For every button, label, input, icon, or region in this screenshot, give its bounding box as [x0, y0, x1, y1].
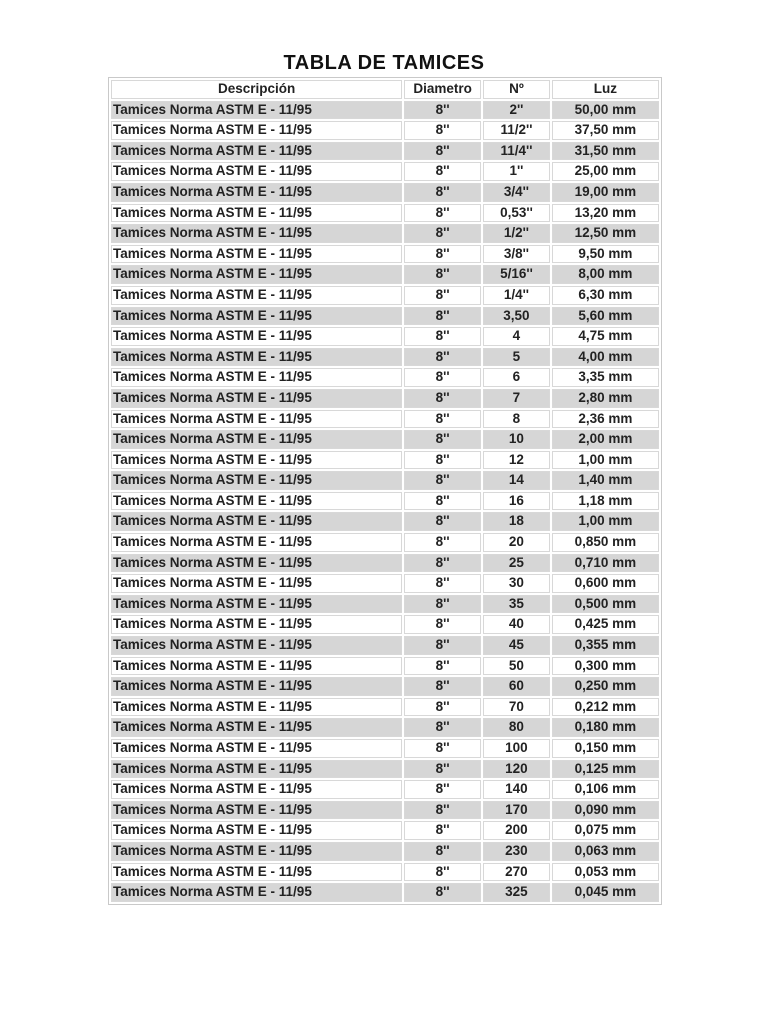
cell-descripcion: Tamices Norma ASTM E - 11/95: [111, 451, 402, 470]
table-row: [111, 718, 659, 737]
cell-descripcion: Tamices Norma ASTM E - 11/95: [111, 430, 402, 449]
page-title: TABLA DE TAMICES: [283, 52, 485, 74]
cell-diametro: 8'': [404, 492, 481, 511]
column-header-luz: Luz: [552, 80, 659, 99]
cell-numero: 12: [483, 451, 550, 470]
cell-diametro: 8'': [404, 780, 481, 799]
sieve-table-container: [108, 77, 662, 905]
cell-luz: 1,00 mm: [552, 512, 659, 531]
table-row: [111, 389, 659, 408]
table-row: [111, 801, 659, 820]
cell-descripcion: Tamices Norma ASTM E - 11/95: [111, 471, 402, 490]
cell-diametro: 8'': [404, 698, 481, 717]
cell-numero: 3,50: [483, 307, 550, 326]
cell-diametro: 8'': [404, 121, 481, 140]
table-row: [111, 204, 659, 223]
cell-luz: 50,00 mm: [552, 101, 659, 120]
cell-luz: 2,00 mm: [552, 430, 659, 449]
cell-diametro: 8'': [404, 512, 481, 531]
table-row: [111, 224, 659, 243]
cell-diametro: 8'': [404, 224, 481, 243]
cell-diametro: 8'': [404, 286, 481, 305]
cell-luz: 0,212 mm: [552, 698, 659, 717]
table-row: [111, 327, 659, 346]
cell-descripcion: Tamices Norma ASTM E - 11/95: [111, 657, 402, 676]
cell-luz: 13,20 mm: [552, 204, 659, 223]
cell-numero: 11/4'': [483, 142, 550, 161]
table-row: [111, 595, 659, 614]
cell-descripcion: Tamices Norma ASTM E - 11/95: [111, 512, 402, 531]
cell-diametro: 8'': [404, 101, 481, 120]
cell-numero: 170: [483, 801, 550, 820]
cell-luz: 0,125 mm: [552, 760, 659, 779]
cell-numero: 11/2'': [483, 121, 550, 140]
cell-diametro: 8'': [404, 760, 481, 779]
cell-numero: 35: [483, 595, 550, 614]
cell-luz: 12,50 mm: [552, 224, 659, 243]
cell-descripcion: Tamices Norma ASTM E - 11/95: [111, 801, 402, 820]
cell-diametro: 8'': [404, 430, 481, 449]
cell-luz: 0,063 mm: [552, 842, 659, 861]
cell-luz: 1,00 mm: [552, 451, 659, 470]
cell-numero: 20: [483, 533, 550, 552]
cell-diametro: 8'': [404, 718, 481, 737]
cell-numero: 60: [483, 677, 550, 696]
cell-numero: 0,53'': [483, 204, 550, 223]
table-row: [111, 368, 659, 387]
cell-descripcion: Tamices Norma ASTM E - 11/95: [111, 533, 402, 552]
cell-descripcion: Tamices Norma ASTM E - 11/95: [111, 554, 402, 573]
cell-numero: 14: [483, 471, 550, 490]
column-header-numero: Nº: [483, 80, 550, 99]
cell-diametro: 8'': [404, 615, 481, 634]
cell-diametro: 8'': [404, 739, 481, 758]
cell-luz: 0,150 mm: [552, 739, 659, 758]
cell-luz: 8,00 mm: [552, 265, 659, 284]
cell-descripcion: Tamices Norma ASTM E - 11/95: [111, 204, 402, 223]
cell-luz: 0,075 mm: [552, 821, 659, 840]
table-row: [111, 863, 659, 882]
table-row: [111, 698, 659, 717]
table-row: [111, 842, 659, 861]
cell-descripcion: Tamices Norma ASTM E - 11/95: [111, 698, 402, 717]
table-row: [111, 574, 659, 593]
cell-descripcion: Tamices Norma ASTM E - 11/95: [111, 327, 402, 346]
cell-numero: 16: [483, 492, 550, 511]
cell-diametro: 8'': [404, 307, 481, 326]
cell-luz: 0,300 mm: [552, 657, 659, 676]
table-row: [111, 121, 659, 140]
cell-numero: 45: [483, 636, 550, 655]
table-row: [111, 101, 659, 120]
cell-diametro: 8'': [404, 863, 481, 882]
cell-numero: 1'': [483, 162, 550, 181]
cell-descripcion: Tamices Norma ASTM E - 11/95: [111, 265, 402, 284]
table-row: [111, 471, 659, 490]
table-row: [111, 512, 659, 531]
cell-diametro: 8'': [404, 389, 481, 408]
cell-numero: 80: [483, 718, 550, 737]
cell-diametro: 8'': [404, 574, 481, 593]
cell-descripcion: Tamices Norma ASTM E - 11/95: [111, 121, 402, 140]
cell-descripcion: Tamices Norma ASTM E - 11/95: [111, 410, 402, 429]
cell-numero: 2'': [483, 101, 550, 120]
cell-luz: 0,600 mm: [552, 574, 659, 593]
cell-descripcion: Tamices Norma ASTM E - 11/95: [111, 245, 402, 264]
cell-descripcion: Tamices Norma ASTM E - 11/95: [111, 307, 402, 326]
table-row: [111, 142, 659, 161]
cell-numero: 120: [483, 760, 550, 779]
table-row: [111, 286, 659, 305]
cell-luz: 9,50 mm: [552, 245, 659, 264]
table-row: [111, 162, 659, 181]
cell-diametro: 8'': [404, 657, 481, 676]
cell-diametro: 8'': [404, 677, 481, 696]
cell-numero: 40: [483, 615, 550, 634]
cell-luz: 0,045 mm: [552, 883, 659, 902]
column-header-diametro: Diametro: [404, 80, 481, 99]
cell-diametro: 8'': [404, 204, 481, 223]
table-row: [111, 554, 659, 573]
cell-numero: 30: [483, 574, 550, 593]
cell-diametro: 8'': [404, 636, 481, 655]
cell-descripcion: Tamices Norma ASTM E - 11/95: [111, 718, 402, 737]
table-row: [111, 677, 659, 696]
table-row: [111, 657, 659, 676]
table-row: [111, 615, 659, 634]
cell-diametro: 8'': [404, 595, 481, 614]
cell-diametro: 8'': [404, 883, 481, 902]
table-row: [111, 636, 659, 655]
cell-descripcion: Tamices Norma ASTM E - 11/95: [111, 286, 402, 305]
table-row: [111, 265, 659, 284]
cell-descripcion: Tamices Norma ASTM E - 11/95: [111, 162, 402, 181]
cell-diametro: 8'': [404, 451, 481, 470]
cell-numero: 140: [483, 780, 550, 799]
cell-descripcion: Tamices Norma ASTM E - 11/95: [111, 595, 402, 614]
table-body: [111, 101, 659, 902]
cell-diametro: 8'': [404, 162, 481, 181]
cell-luz: 31,50 mm: [552, 142, 659, 161]
cell-descripcion: Tamices Norma ASTM E - 11/95: [111, 780, 402, 799]
table-row: [111, 821, 659, 840]
cell-luz: 25,00 mm: [552, 162, 659, 181]
cell-luz: 0,053 mm: [552, 863, 659, 882]
cell-descripcion: Tamices Norma ASTM E - 11/95: [111, 183, 402, 202]
cell-diametro: 8'': [404, 471, 481, 490]
cell-descripcion: Tamices Norma ASTM E - 11/95: [111, 842, 402, 861]
cell-luz: 3,35 mm: [552, 368, 659, 387]
cell-luz: 0,500 mm: [552, 595, 659, 614]
cell-luz: 4,00 mm: [552, 348, 659, 367]
cell-luz: 2,36 mm: [552, 410, 659, 429]
cell-descripcion: Tamices Norma ASTM E - 11/95: [111, 760, 402, 779]
cell-luz: 0,850 mm: [552, 533, 659, 552]
cell-numero: 10: [483, 430, 550, 449]
cell-descripcion: Tamices Norma ASTM E - 11/95: [111, 574, 402, 593]
cell-numero: 50: [483, 657, 550, 676]
cell-luz: 0,090 mm: [552, 801, 659, 820]
cell-descripcion: Tamices Norma ASTM E - 11/95: [111, 636, 402, 655]
table-row: [111, 430, 659, 449]
cell-diametro: 8'': [404, 368, 481, 387]
cell-numero: 270: [483, 863, 550, 882]
cell-numero: 70: [483, 698, 550, 717]
cell-diametro: 8'': [404, 245, 481, 264]
cell-numero: 3/8'': [483, 245, 550, 264]
cell-luz: 0,425 mm: [552, 615, 659, 634]
cell-numero: 230: [483, 842, 550, 861]
cell-diametro: 8'': [404, 821, 481, 840]
table-row: [111, 307, 659, 326]
cell-descripcion: Tamices Norma ASTM E - 11/95: [111, 348, 402, 367]
table-row: [111, 883, 659, 902]
cell-luz: 19,00 mm: [552, 183, 659, 202]
cell-numero: 3/4'': [483, 183, 550, 202]
cell-diametro: 8'': [404, 842, 481, 861]
cell-luz: 0,250 mm: [552, 677, 659, 696]
cell-descripcion: Tamices Norma ASTM E - 11/95: [111, 142, 402, 161]
table-row: [111, 492, 659, 511]
table-row: [111, 410, 659, 429]
cell-descripcion: Tamices Norma ASTM E - 11/95: [111, 863, 402, 882]
cell-luz: 1,18 mm: [552, 492, 659, 511]
cell-numero: 100: [483, 739, 550, 758]
cell-diametro: 8'': [404, 183, 481, 202]
cell-luz: 37,50 mm: [552, 121, 659, 140]
cell-descripcion: Tamices Norma ASTM E - 11/95: [111, 101, 402, 120]
cell-luz: 6,30 mm: [552, 286, 659, 305]
cell-numero: 6: [483, 368, 550, 387]
cell-numero: 25: [483, 554, 550, 573]
cell-descripcion: Tamices Norma ASTM E - 11/95: [111, 389, 402, 408]
cell-diametro: 8'': [404, 265, 481, 284]
table-header-row: [111, 80, 659, 99]
cell-numero: 5/16'': [483, 265, 550, 284]
cell-numero: 1/4'': [483, 286, 550, 305]
cell-descripcion: Tamices Norma ASTM E - 11/95: [111, 224, 402, 243]
cell-luz: 0,710 mm: [552, 554, 659, 573]
cell-numero: 1/2'': [483, 224, 550, 243]
cell-luz: 5,60 mm: [552, 307, 659, 326]
cell-numero: 18: [483, 512, 550, 531]
cell-luz: 0,355 mm: [552, 636, 659, 655]
cell-numero: 8: [483, 410, 550, 429]
table-row: [111, 245, 659, 264]
cell-descripcion: Tamices Norma ASTM E - 11/95: [111, 739, 402, 758]
table-row: [111, 348, 659, 367]
cell-luz: 0,180 mm: [552, 718, 659, 737]
column-header-descripcion: Descripción: [111, 80, 402, 99]
cell-diametro: 8'': [404, 348, 481, 367]
table-row: [111, 780, 659, 799]
cell-numero: 5: [483, 348, 550, 367]
cell-luz: 1,40 mm: [552, 471, 659, 490]
cell-numero: 4: [483, 327, 550, 346]
cell-descripcion: Tamices Norma ASTM E - 11/95: [111, 677, 402, 696]
cell-diametro: 8'': [404, 410, 481, 429]
cell-diametro: 8'': [404, 554, 481, 573]
table-row: [111, 183, 659, 202]
table-row: [111, 760, 659, 779]
cell-diametro: 8'': [404, 533, 481, 552]
cell-descripcion: Tamices Norma ASTM E - 11/95: [111, 615, 402, 634]
cell-luz: 0,106 mm: [552, 780, 659, 799]
cell-luz: 2,80 mm: [552, 389, 659, 408]
cell-numero: 325: [483, 883, 550, 902]
table-row: [111, 739, 659, 758]
sieve-table: [109, 78, 661, 904]
cell-numero: 200: [483, 821, 550, 840]
cell-descripcion: Tamices Norma ASTM E - 11/95: [111, 492, 402, 511]
cell-diametro: 8'': [404, 327, 481, 346]
table-row: [111, 533, 659, 552]
cell-descripcion: Tamices Norma ASTM E - 11/95: [111, 821, 402, 840]
cell-descripcion: Tamices Norma ASTM E - 11/95: [111, 883, 402, 902]
cell-luz: 4,75 mm: [552, 327, 659, 346]
cell-diametro: 8'': [404, 801, 481, 820]
cell-diametro: 8'': [404, 142, 481, 161]
table-row: [111, 451, 659, 470]
cell-descripcion: Tamices Norma ASTM E - 11/95: [111, 368, 402, 387]
cell-numero: 7: [483, 389, 550, 408]
